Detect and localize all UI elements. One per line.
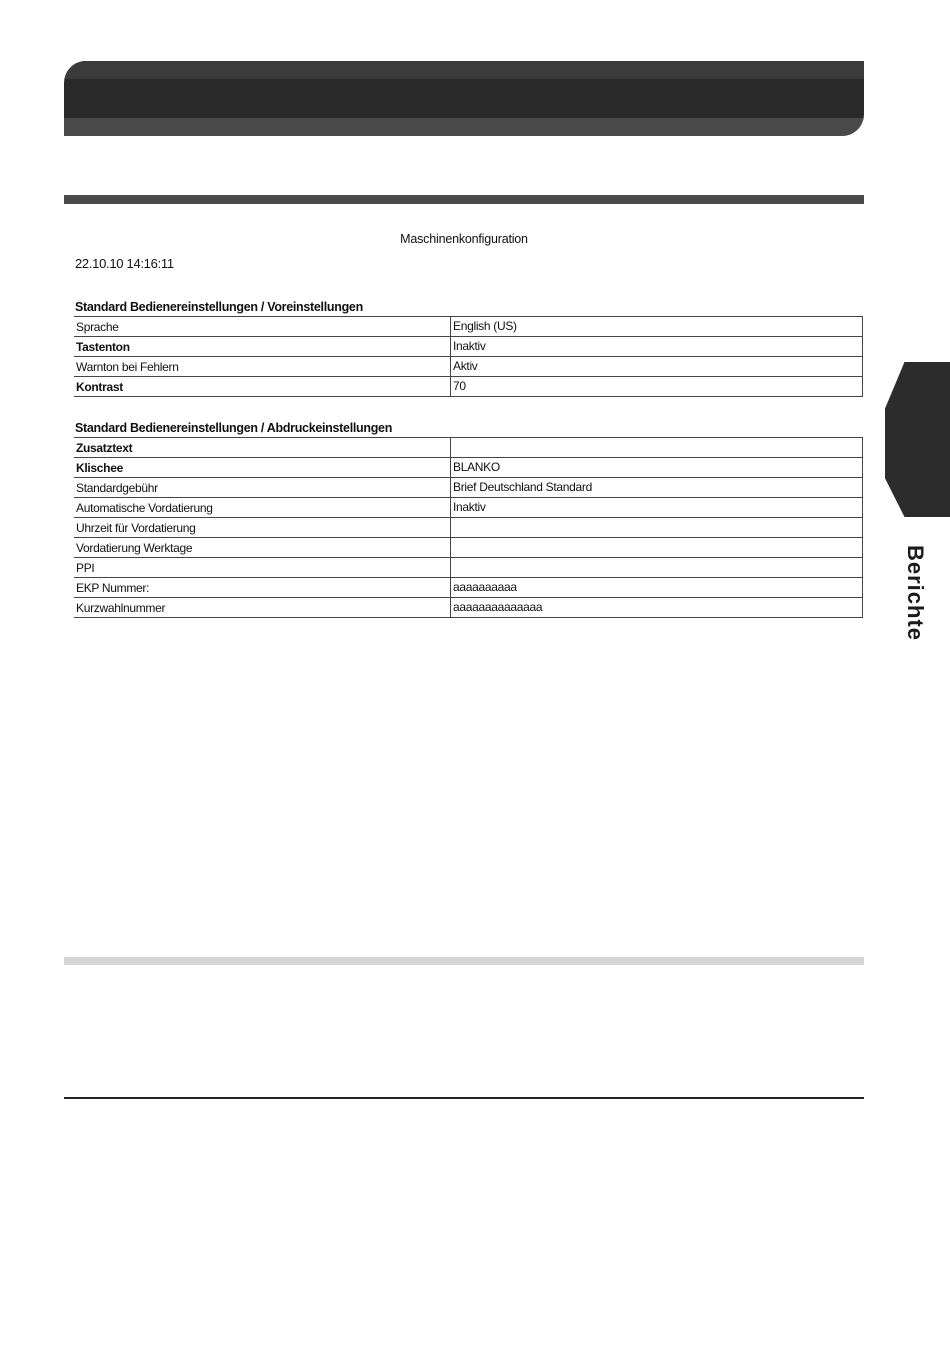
config-table-voreinstellungen <box>74 316 863 397</box>
footer-rule <box>64 1097 864 1099</box>
report-title: Maschinenkonfiguration <box>400 232 528 246</box>
row-value: Inaktiv <box>450 337 486 356</box>
table-row <box>74 498 863 518</box>
row-label: Tastenton <box>76 340 130 354</box>
header-band-top <box>64 61 864 79</box>
table-row <box>74 337 863 357</box>
table-row <box>74 558 863 578</box>
row-label: Klischee <box>76 461 123 475</box>
header-band-bottom <box>64 118 864 136</box>
report-timestamp: 22.10.10 14:16:11 <box>75 256 174 271</box>
row-value <box>450 538 453 557</box>
row-value <box>450 438 453 457</box>
table-row <box>74 437 863 458</box>
table-row <box>74 458 863 478</box>
section-heading-abdruckeinstellungen: Standard Bedienereinstellungen / Abdruckeinstellungen <box>75 421 393 435</box>
table-row <box>74 478 863 498</box>
chapter-tab-label: Berichte <box>903 544 928 642</box>
section-divider-dark <box>64 195 864 204</box>
row-label: Sprache <box>76 320 119 334</box>
row-label: Kurzwahlnummer <box>76 601 166 615</box>
chapter-header-bar <box>64 61 864 136</box>
row-label: Zusatztext <box>76 441 133 455</box>
row-label: Vordatierung Werktage <box>76 541 193 555</box>
row-label: Uhrzeit für Vordatierung <box>76 521 196 535</box>
row-value: Inaktiv <box>450 498 486 517</box>
row-label: Automatische Vordatierung <box>76 501 213 515</box>
row-label: PPI <box>76 561 95 575</box>
row-label: Kontrast <box>76 380 123 394</box>
config-table-abdruckeinstellungen <box>74 437 863 618</box>
row-label: Warnton bei Fehlern <box>76 360 179 374</box>
row-value: 70 <box>450 377 466 396</box>
row-value: Brief Deutschland Standard <box>450 478 592 497</box>
row-value: BLANKO <box>450 458 500 477</box>
row-value: aaaaaaaaaa <box>450 578 517 597</box>
machine-configuration-report <box>64 210 864 620</box>
row-value: English (US) <box>450 317 517 336</box>
row-value <box>450 518 453 537</box>
row-label: Standardgebühr <box>76 481 158 495</box>
table-row <box>74 518 863 538</box>
section-heading-voreinstellungen: Standard Bedienereinstellungen / Voreinstellungen <box>75 300 363 314</box>
table-row <box>74 377 863 397</box>
chapter-tab-marker <box>885 362 950 517</box>
table-row <box>74 578 863 598</box>
row-label: EKP Nummer: <box>76 581 150 595</box>
table-row <box>74 538 863 558</box>
table-row <box>74 598 863 618</box>
table-row <box>74 316 863 337</box>
row-value <box>450 558 453 577</box>
table-row <box>74 357 863 377</box>
section-divider-light <box>64 957 864 965</box>
row-value: aaaaaaaaaaaaaa <box>450 598 542 617</box>
row-value: Aktiv <box>450 357 478 376</box>
